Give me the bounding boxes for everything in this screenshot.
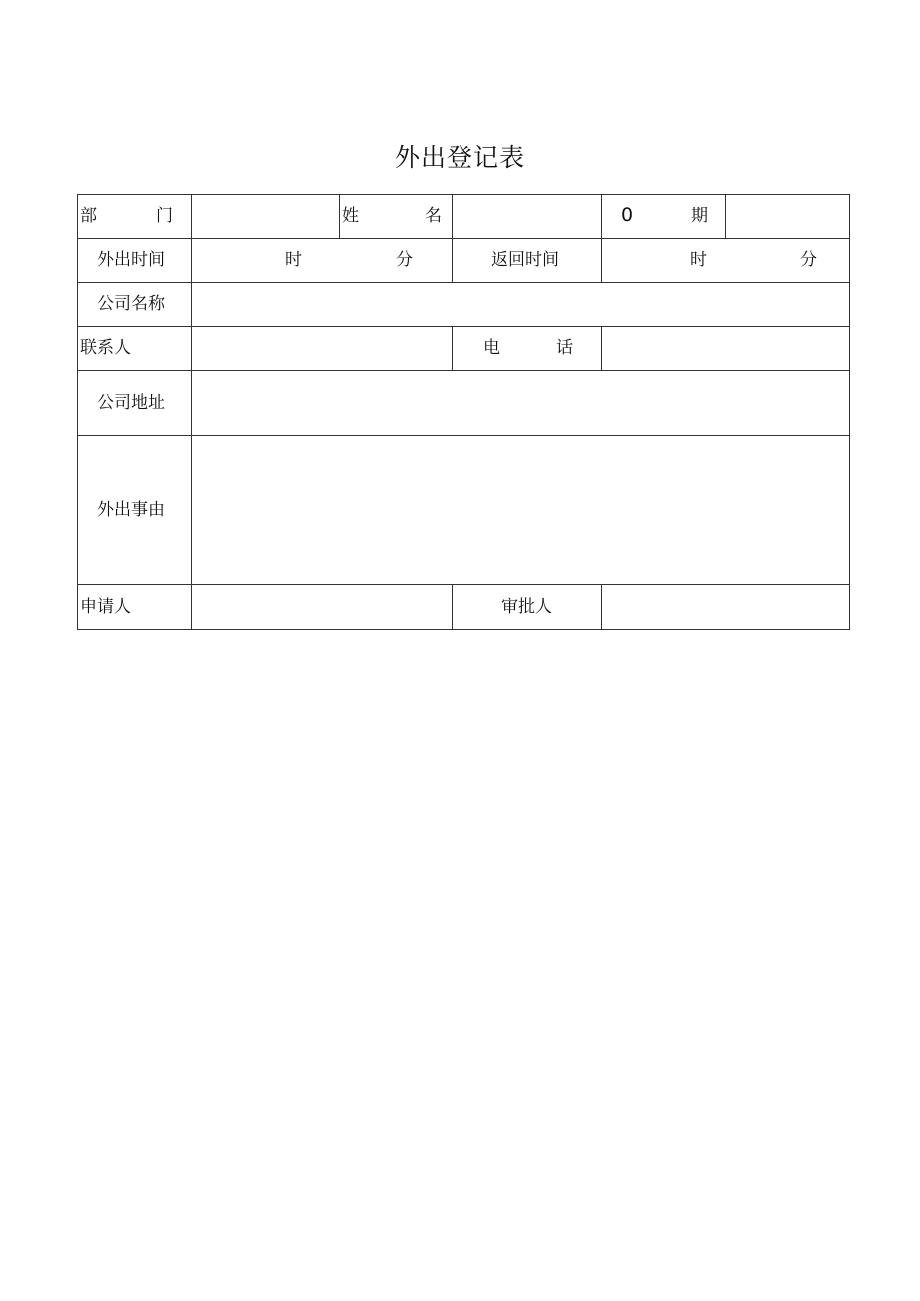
out-minute-label: 分	[396, 250, 413, 270]
company-address-field[interactable]	[192, 371, 849, 435]
reason-label: 外出事由	[97, 500, 165, 520]
contact-person-label: 联系人	[80, 338, 131, 358]
approver-field[interactable]	[602, 585, 849, 629]
return-hour-label: 时	[690, 250, 707, 270]
phone-field[interactable]	[602, 327, 849, 370]
company-name-label: 公司名称	[97, 294, 165, 314]
out-time-field[interactable]	[192, 239, 452, 282]
department-label-right: 门	[156, 206, 173, 226]
column-divider	[452, 238, 453, 282]
company-address-label: 公司地址	[97, 393, 165, 413]
page-title: 外出登记表	[394, 143, 525, 172]
out-hour-label: 时	[285, 250, 302, 270]
return-minute-label: 分	[800, 250, 817, 270]
date-label-prefix: 0	[621, 204, 634, 226]
department-label-left: 部	[80, 206, 97, 226]
name-field[interactable]	[453, 195, 601, 238]
name-label-right: 名	[425, 206, 442, 226]
reason-field[interactable]	[192, 436, 849, 584]
table-border-bottom	[77, 629, 850, 630]
date-field[interactable]	[726, 195, 849, 238]
column-divider	[452, 326, 453, 370]
column-divider	[339, 194, 340, 238]
table-border-right	[849, 194, 850, 630]
date-label-char: 期	[691, 206, 708, 226]
phone-label-right: 话	[556, 338, 573, 358]
return-time-label: 返回时间	[491, 250, 559, 270]
applicant-label: 申请人	[80, 597, 131, 617]
column-divider	[452, 584, 453, 629]
out-time-label: 外出时间	[97, 250, 165, 270]
applicant-field[interactable]	[192, 585, 452, 629]
contact-person-field[interactable]	[192, 327, 452, 370]
table-border-left	[77, 194, 78, 630]
name-label-left: 姓	[342, 206, 359, 226]
department-field[interactable]	[192, 195, 339, 238]
phone-label-left: 电	[483, 338, 500, 358]
company-name-field[interactable]	[192, 283, 849, 326]
column-divider	[601, 194, 602, 238]
approver-label: 审批人	[501, 597, 552, 617]
